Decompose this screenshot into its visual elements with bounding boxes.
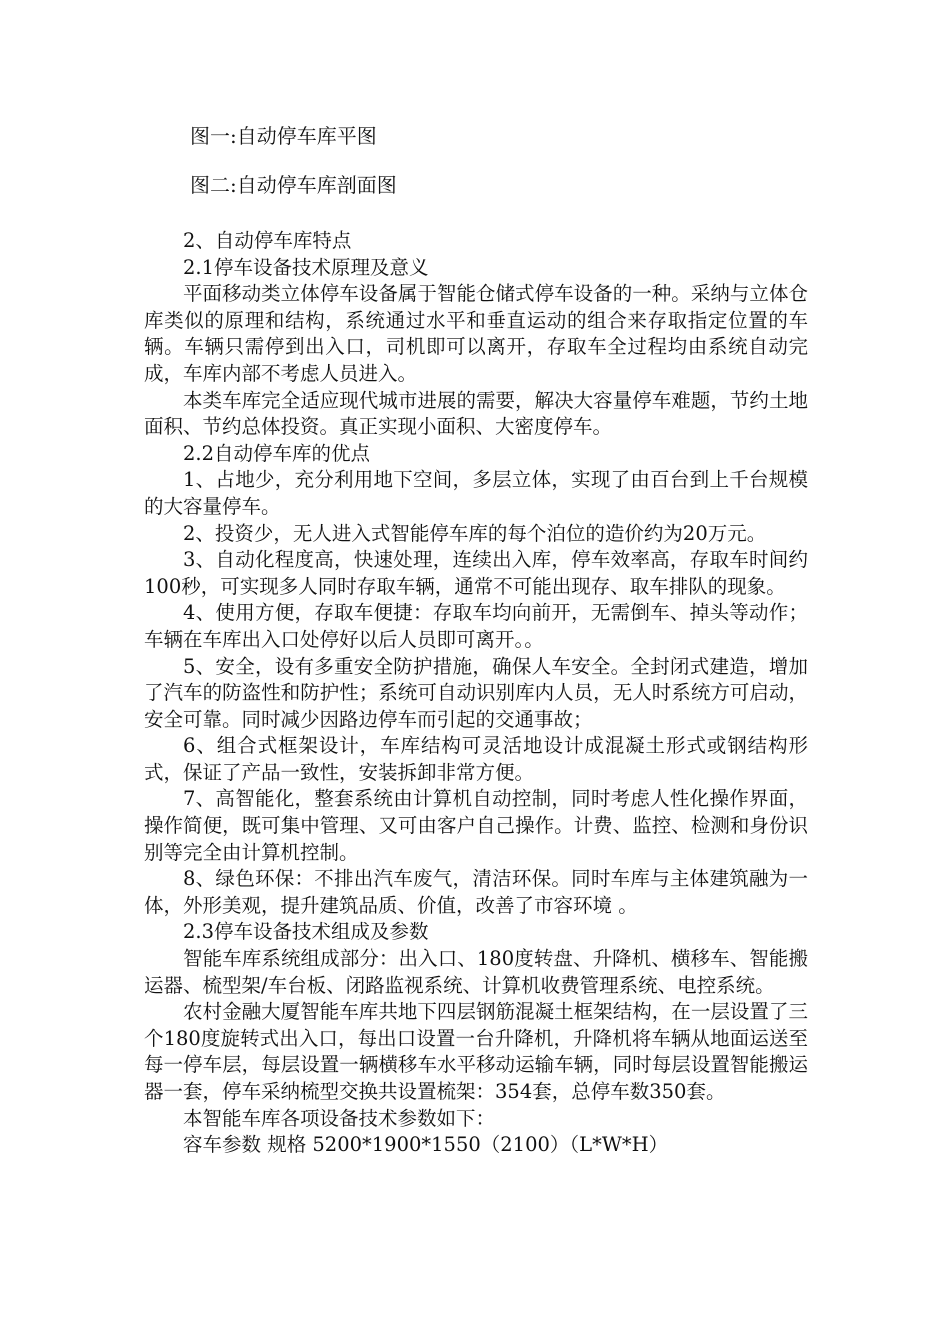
subsection-heading: 2.2自动停车库的优点 [183,441,371,465]
parameter-line: 容车参数 规格 5200*1900*1550（2100）（L*W*H） [183,1133,669,1157]
list-item: 7、高智能化，整套系统由计算机自动控制，同时考虑人性化操作界面，操作简便，既可集中管理、又可由客户自己操作。计费、监控、检测和身份识别等完全由计算机控制。 [144,787,808,864]
list-item: 3、自动化程度高，快速处理，连续出入库，停车效率高，存取车时间约100秒，可实现多人同时存取车辆，通常不可能出现存、取车排队的现象。 [144,548,808,598]
subsection-heading: 2.3停车设备技术组成及参数 [183,920,429,944]
list-item: 2、投资少，无人进入式智能停车库的每个泊位的造价约为20万元。 [183,521,767,545]
paragraph: 农村金融大厦智能车库共地下四层钢筋混凝土框架结构，在一层设置了三个180度旋转式出入口，每出口设置一台升降机，升降机将车辆从地面运送至每一停车层，每层设置一辆横移车水平移动运输车辆，同时每层设置智能搬运器一套，停车采纳梳型交换共设置梳架：354套，总停车数350套。 [144,1000,808,1103]
list-item: 5、安全，设有多重安全防护措施，确保人车安全。全封闭式建造，增加了汽车的防盗性和防护性；系统可自动识别库内人员，无人时系统方可启动，安全可靠。同时减少因路边停车而引起的交通事故； [144,654,808,731]
list-item: 4、使用方便，存取车便捷：存取车均向前开，无需倒车、掉头等动作；车辆在车库出入口处停好以后人员即可离开。。 [144,601,808,651]
list-item: 1、占地少，充分利用地下空间，多层立体，实现了由百台到上千台规模的大容量停车。 [144,468,808,518]
figure-1-caption: 图一:自动停车库平图 [190,124,377,148]
paragraph: 本类车库完全适应现代城市进展的需要，解决大容量停车难题，节约土地面积、节约总体投资。真正实现小面积、大密度停车。 [144,388,808,439]
paragraph: 平面移动类立体停车设备属于智能仓储式停车设备的一种。采纳与立体仓库类似的原理和结构，系统通过水平和垂直运动的组合来存取指定位置的车辆。车辆只需停到出入口，司机即可以离开，存取车全过程均由系统自动完成，车库内部不考虑人员进入。 [144,282,808,385]
section-heading: 2、自动停车库特点 [183,229,352,252]
document-body [144,228,808,1159]
list-item: 6、组合式框架设计，车库结构可灵活地设计成混凝土形式或钢结构形式，保证了产品一致性，安装拆卸非常方便。 [144,734,808,784]
subsection-heading: 2.1停车设备技术原理及意义 [183,255,429,279]
paragraph: 本智能车库各项设备技术参数如下： [183,1106,496,1130]
paragraph: 智能车库系统组成部分：出入口、180度转盘、升降机、横移车、智能搬运器、梳型架/车台板、闭路监视系统、计算机收费管理系统、电控系统。 [144,947,808,997]
figure-2-caption: 图二:自动停车库剖面图 [190,173,397,197]
list-item: 8、绿色环保：不排出汽车废气，清洁环保。同时车库与主体建筑融为一体，外形美观，提升建筑品质、价值，改善了市容环境 。 [144,867,808,917]
